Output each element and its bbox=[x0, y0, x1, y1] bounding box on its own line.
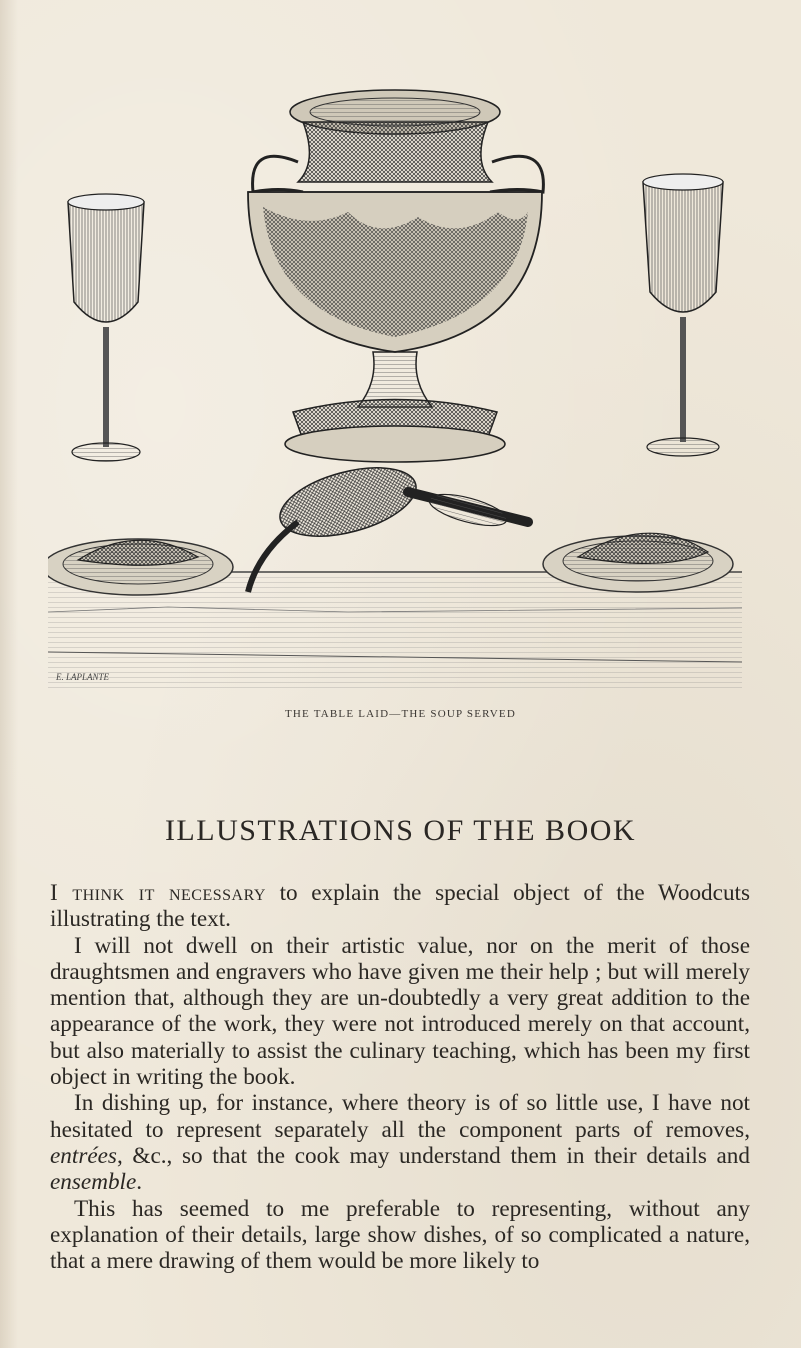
paragraph-3: In dishing up, for instance, where theory is of so little use, I have not hesitated to represent separately all the component parts of removes, entrées, &c., so that the cook may understand them in their details and ensemble. bbox=[50, 1090, 750, 1196]
wine-glass-icon bbox=[643, 174, 723, 456]
page-gutter-shadow bbox=[0, 0, 18, 1348]
paragraph-1-lead: I think it necessary bbox=[50, 880, 266, 906]
folded-napkin-icon bbox=[543, 533, 733, 592]
fork-icon bbox=[408, 488, 528, 532]
wine-glass-icon bbox=[68, 194, 144, 461]
paragraph-4: This has seemed to me preferable to representing, without any explanation of their details, large show dishes, of so complicated a nature, that a mere drawing of them would be more likely to bbox=[50, 1195, 750, 1275]
woodcut-illustration bbox=[48, 52, 742, 692]
paragraph-1-rest: to explain the special object of the Woodcuts illustrating the text. bbox=[50, 880, 751, 933]
engraver-signature: E. LAPLANTE bbox=[56, 672, 110, 682]
folded-napkin-icon bbox=[48, 539, 233, 595]
section-heading: ILLUSTRATIONS OF THE BOOK bbox=[164, 814, 637, 847]
paragraph-1 bbox=[50, 880, 750, 933]
illustration-caption: THE TABLE LAID—THE SOUP SERVED bbox=[284, 708, 516, 720]
body-text bbox=[50, 880, 750, 1274]
paragraph-2: I will not dwell on their artistic value, nor on the merit of those draughtsmen and engravers who have given me their help ; but will merely mention that, although they are un-doubtedly a very great addition to the appearance of the work, they were not introduced merely on that account, but also materially to assist the culinary teaching, which has been my first object in writing the book. bbox=[50, 932, 750, 1091]
tureen-icon bbox=[248, 90, 543, 462]
